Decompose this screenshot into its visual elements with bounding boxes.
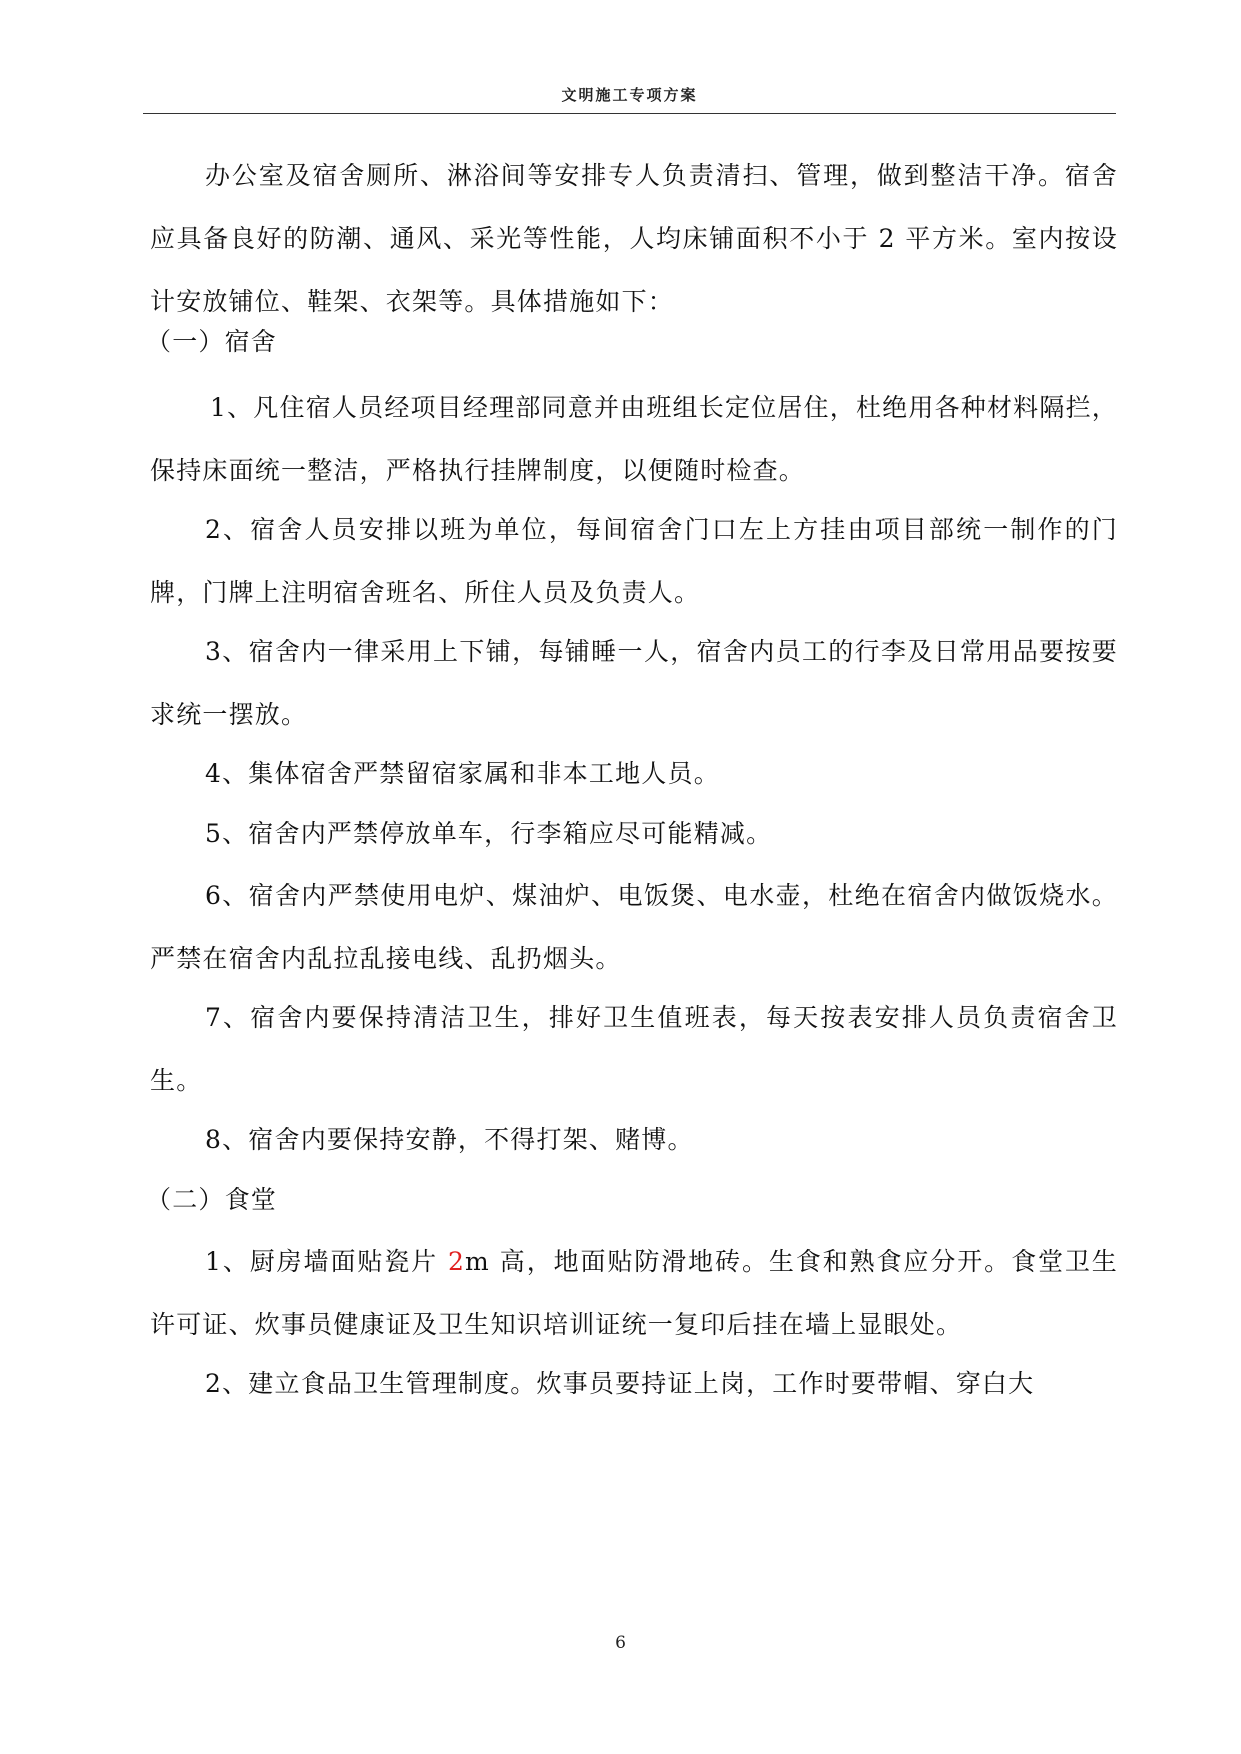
dormitory-item-7: 7、宿舍内要保持清洁卫生，排好卫生值班表，每天按表安排人员负责宿舍卫生。: [150, 1003, 1118, 1095]
header-divider: [143, 113, 1116, 114]
canteen-item-2: 2、建立食品卫生管理制度。炊事员要持证上岗，工作时要带帽、穿白大: [205, 1369, 1035, 1398]
dormitory-item-4: 4、集体宿舍严禁留宿家属和非本工地人员。: [205, 759, 720, 788]
canteen-item-1-end: m 高，地面贴防滑地砖。生食和熟食应分开。食堂卫生许可证、炊事员健康证及卫生知识培训证统一复印后挂在墙上显眼处。: [150, 1247, 1118, 1339]
section-heading-canteen: （二）食堂: [146, 1185, 278, 1214]
page-header-title: 文明施工专项方案: [561, 86, 698, 104]
intro-paragraph: 办公室及宿舍厕所、淋浴间等安排专人负责清扫、管理，做到整洁干净。宿舍应具备良好的防潮、通风、采光等性能，人均床铺面积不小于 2 平方米。室内按设计安放铺位、鞋架、衣架等。具体措施如下：: [150, 161, 1118, 316]
section-heading-dormitory: （一）宿舍: [146, 327, 278, 356]
canteen-item-1-start: 1、厨房墙面贴瓷片: [205, 1247, 448, 1276]
dormitory-item-3: 3、宿舍内一律采用上下铺，每铺睡一人，宿舍内员工的行李及日常用品要按要求统一摆放。: [150, 637, 1118, 729]
dormitory-item-5: 5、宿舍内严禁停放单车，行李箱应尽可能精减。: [205, 819, 773, 848]
canteen-item-1: [150, 1230, 1118, 1356]
canteen-item-1-highlight: 2: [447, 1247, 466, 1276]
dormitory-item-8: 8、宿舍内要保持安静，不得打架、赌博。: [205, 1125, 694, 1154]
page-number: 6: [615, 1633, 626, 1653]
dormitory-item-2: 2、宿舍人员安排以班为单位，每间宿舍门口左上方挂由项目部统一制作的门牌，门牌上注明宿舍班名、所住人员及负责人。: [150, 515, 1118, 607]
dormitory-item-1: 1、凡住宿人员经项目经理部同意并由班组长定位居住，杜绝用各种材料隔拦，保持床面统一整洁，严格执行挂牌制度，以便随时检查。: [150, 393, 1118, 485]
dormitory-item-6: 6、宿舍内严禁使用电炉、煤油炉、电饭煲、电水壶，杜绝在宿舍内做饭烧水。严禁在宿舍内乱拉乱接电线、乱扔烟头。: [150, 881, 1118, 973]
